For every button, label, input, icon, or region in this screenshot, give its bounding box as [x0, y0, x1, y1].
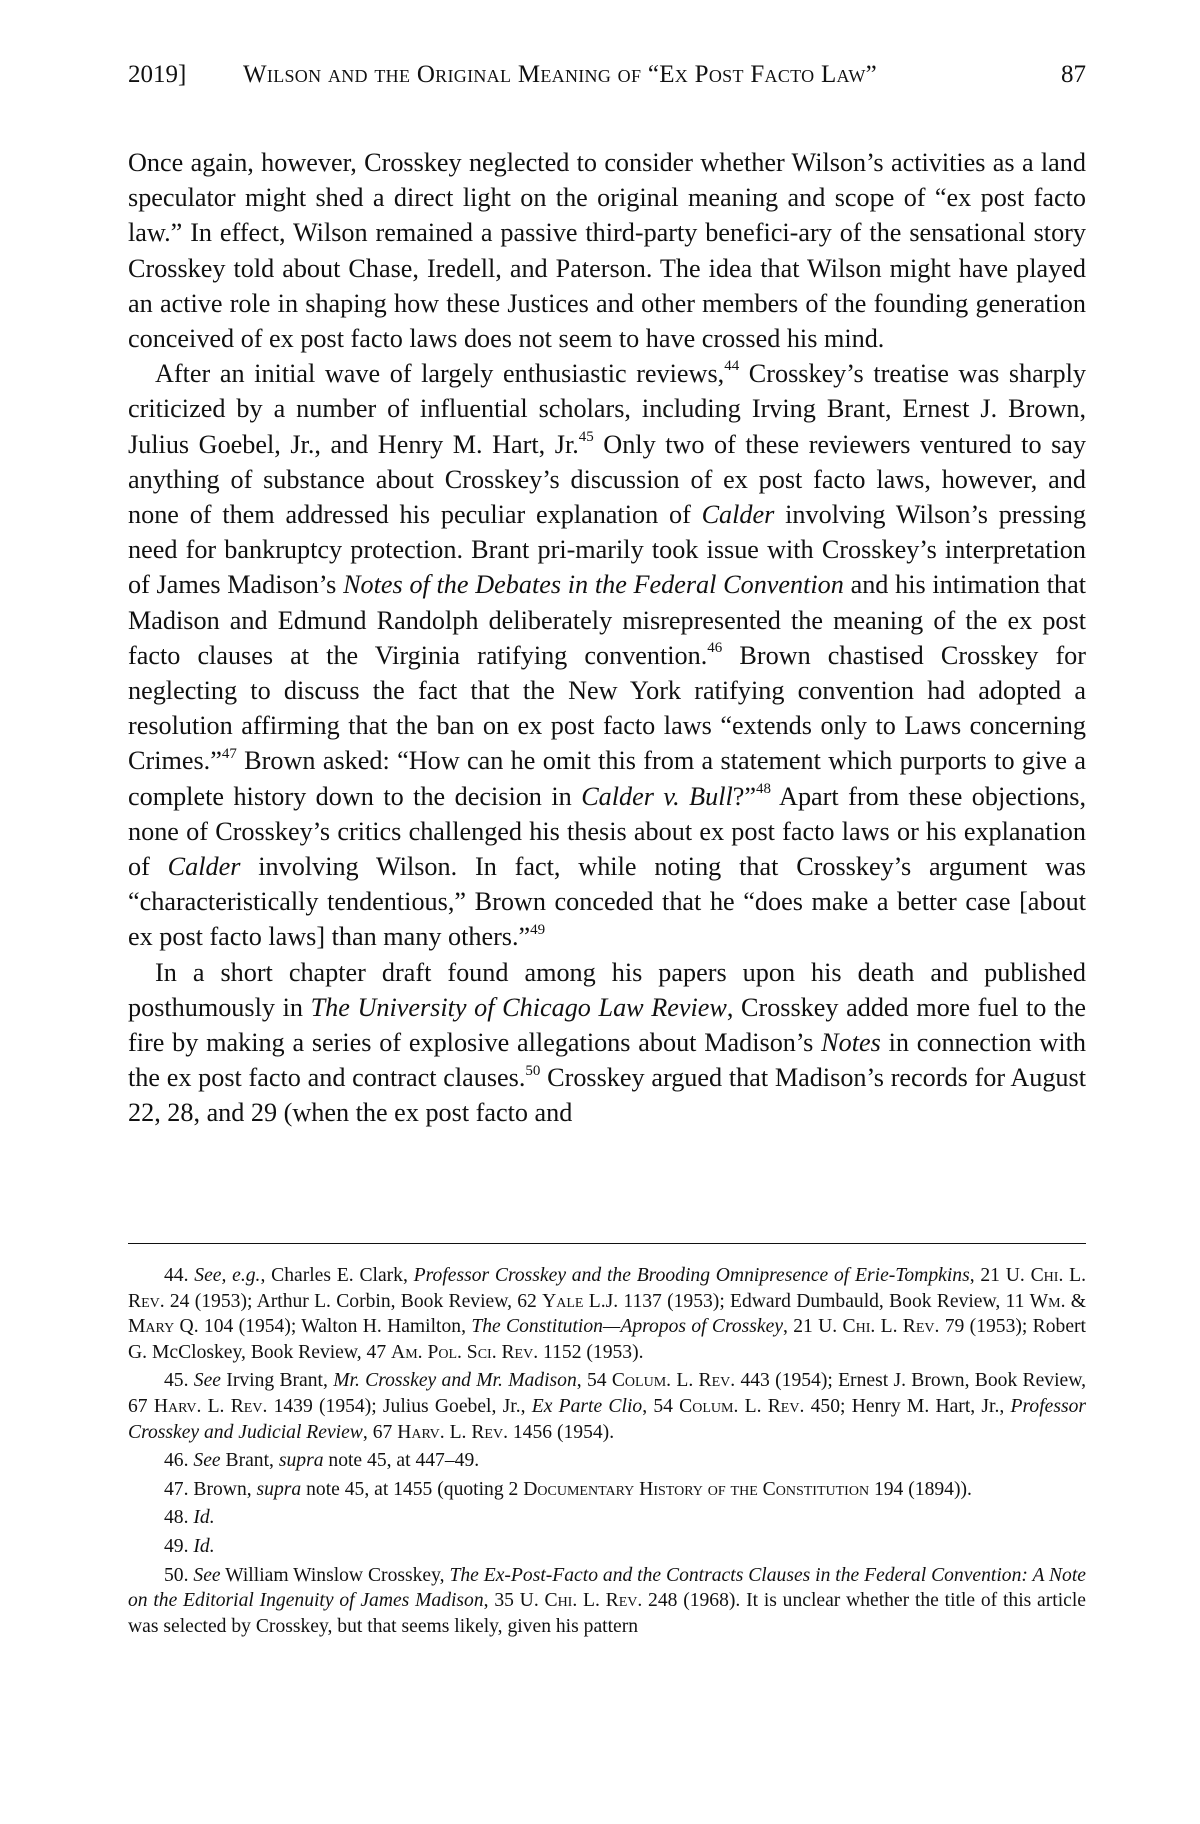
article-title: The Constitution—Apropos of Crosskey — [471, 1316, 784, 1338]
text-run: Brown, — [193, 1478, 257, 1500]
signal: Id. — [193, 1507, 215, 1529]
text-run: Irving Brant, — [221, 1370, 334, 1392]
text-run: . 1439 (1954); Julius Goebel, Jr., — [262, 1395, 532, 1417]
text-run: , 35 U. — [483, 1590, 545, 1612]
text-run: , Charles E. Clark, — [260, 1265, 414, 1286]
footnote-number: 47. — [164, 1478, 189, 1500]
footnote-46 — [128, 1448, 1086, 1474]
footnote-number: 44. — [164, 1265, 189, 1286]
footnote-divider — [128, 1243, 1086, 1244]
footnote-ref-45[interactable]: 45 — [578, 428, 594, 445]
text-run: L.J. 1137 (1953); Edward Dumbauld, Book Review, 11 — [583, 1290, 1030, 1312]
small-caps: Rev — [128, 1290, 160, 1312]
text-run: . 1456 (1954). — [503, 1421, 615, 1443]
text-run: , 21 U. — [969, 1265, 1031, 1286]
signal: supra — [256, 1478, 302, 1500]
small-caps: Colum — [679, 1395, 734, 1417]
footnote-number: 50. — [164, 1564, 189, 1586]
text-run: . L. — [572, 1590, 606, 1612]
text-run: involving Wilson’s pressing need for bankruptcy protection. Brant pri-marily took issue with Crosskey’s interpretation of James Madison’s — [128, 500, 1086, 600]
text-run: Apart from these objections, none of Crosskey’s critics challenged his thesis about ex post facto laws or his explanation of — [128, 781, 1086, 882]
text-run: and his intimation that Madison and Edmund Randolph deliberately misrepresented the meaning of the ex post facto clauses at the Virginia ratifying convention. — [128, 570, 1087, 670]
footnote-48 — [128, 1505, 1086, 1531]
footnote-number: 45. — [164, 1370, 189, 1392]
small-caps: Am. Pol. Sci. Rev — [391, 1341, 534, 1363]
body-text — [128, 145, 1086, 1131]
small-caps: Rev — [230, 1395, 263, 1417]
small-caps: Rev — [698, 1370, 731, 1392]
text-run: Only two of these reviewers ventured to say anything of substance about Crosskey’s discussion of ex post facto laws, however, and none of them addressed his peculiar explanation of — [128, 429, 1086, 530]
text-run: , 67 — [362, 1421, 398, 1443]
text-run: . L. — [439, 1421, 472, 1443]
text-run: in connection with the ex post facto and contract clauses. — [128, 1028, 1086, 1093]
case-name: Calder v. Bull — [581, 781, 733, 811]
text-run: ?” — [732, 781, 757, 811]
small-caps: Chi — [842, 1316, 871, 1338]
small-caps: Harv — [397, 1421, 440, 1443]
paragraph-1 — [128, 145, 1086, 356]
footnote-ref-49[interactable]: 49 — [530, 921, 546, 938]
running-head-title: Wilson and the Original Meaning of “Ex Post Facto Law” — [243, 61, 878, 88]
small-caps: Harv — [153, 1395, 197, 1417]
footnote-ref-47[interactable]: 47 — [221, 745, 237, 762]
footnote-number: 46. — [164, 1450, 189, 1472]
footnote-ref-50[interactable]: 50 — [525, 1062, 541, 1079]
signal: See — [193, 1450, 221, 1472]
signal: See — [193, 1564, 221, 1586]
text-run: Crosskey’s treatise was sharply criticized by a number of influential scholars, including Irving Brant, Ernest J. Brown, Julius Goebel, Jr., and Henry M. Hart, Jr. — [128, 359, 1086, 459]
text-run: Brant, — [220, 1450, 279, 1472]
journal-title: The University of Chicago Law Review — [310, 992, 727, 1022]
article-title: Ex Parte Clio — [531, 1395, 643, 1417]
text-run: In a short chapter draft found among his papers upon his death and published posthumously in — [128, 957, 1086, 1022]
small-caps: Colum — [611, 1370, 667, 1392]
signal: supra — [278, 1450, 324, 1472]
small-caps: Documentary History of the Constitution — [523, 1478, 870, 1500]
running-head — [128, 58, 1086, 92]
text-run: Crosskey argued that Madison’s records for August 22, 28, and 29 (when the ex post facto and — [128, 1063, 1086, 1128]
text-run: . 24 (1953); Arthur L. Corbin, Book Review, 62 — [159, 1290, 543, 1312]
text-run: involving Wilson. In fact, while noting that Crosskey’s argument was “characteristically tendentious,” Brown conceded that he “does make a better case [about ex post facto laws] than many others.” — [128, 852, 1086, 952]
article-title: The Ex-Post-Facto and the Contracts Clauses in the Federal Convention: A Note on the Editorial Ingenuity of James Madison — [128, 1564, 1086, 1612]
text-run: William Winslow Crosskey, — [220, 1564, 450, 1586]
case-name: Calder — [167, 852, 241, 882]
footnote-44 — [128, 1263, 1086, 1365]
text-run: . 79 (1953); Robert G. McCloskey, Book Review, 47 — [128, 1316, 1086, 1363]
footnote-number: 48. — [164, 1507, 189, 1529]
text-run: . 1152 (1953). — [533, 1341, 644, 1363]
small-caps: Chi — [1030, 1265, 1059, 1286]
text-run: . 248 (1968). It is unclear whether the title of this article was selected by Crosskey, but that seems likely, given his pattern — [128, 1590, 1086, 1637]
text-run: , 21 U. — [783, 1316, 843, 1338]
paragraph-3 — [128, 955, 1086, 1131]
text-run: . L. — [870, 1316, 903, 1338]
article-title: Professor Crosskey and the Brooding Omnipresence of Erie-Tompkins — [413, 1265, 970, 1286]
article-title: Professor Crosskey and Judicial Review — [128, 1395, 1087, 1443]
signal: See — [193, 1370, 221, 1392]
text-run: . L. — [733, 1395, 768, 1417]
text-run: , Crosskey added more fuel to the fire by making a series of explosive allegations about Madison’s — [128, 992, 1086, 1058]
paragraph-2 — [128, 356, 1086, 954]
article-title: Mr. Crosskey and Mr. Madison — [333, 1370, 577, 1392]
small-caps: Rev — [767, 1395, 800, 1417]
text-run: After an initial wave of largely enthusiastic reviews, — [155, 359, 725, 389]
signal: See, e.g. — [194, 1265, 261, 1286]
text-run: note 45, at 447–49. — [323, 1450, 480, 1472]
text-run: . 443 (1954); Ernest J. Brown, Book Review, 67 — [128, 1370, 1087, 1417]
small-caps: Rev — [902, 1316, 935, 1338]
text-run: 194 (1894)). — [869, 1478, 972, 1500]
footnote-47 — [128, 1477, 1086, 1503]
text-run: . L. — [196, 1395, 231, 1417]
text-run: . L. — [666, 1370, 699, 1392]
small-caps: Chi — [544, 1590, 573, 1612]
text-run: Q. 104 (1954); Walton H. Hamilton, — [174, 1316, 472, 1338]
text-run: Brown asked: “How can he omit this from a statement which purports to give a complete history down to the decision in — [128, 746, 1086, 811]
footnotes — [128, 1263, 1086, 1642]
small-caps: Rev — [471, 1421, 504, 1443]
footnote-50 — [128, 1563, 1086, 1640]
text-run: , 54 — [576, 1370, 612, 1392]
text-run: , 54 — [642, 1395, 680, 1417]
text-run: . 450; Henry M. Hart, Jr., — [799, 1395, 1011, 1417]
page-number: 87 — [1061, 61, 1086, 88]
small-caps: Yale — [542, 1290, 584, 1312]
book-title: Notes — [821, 1028, 881, 1058]
book-title: Notes of the Debates in the Federal Convention — [343, 570, 844, 600]
footnote-ref-48[interactable]: 48 — [756, 780, 772, 797]
running-head-year: 2019] — [128, 61, 187, 88]
footnote-ref-44[interactable]: 44 — [724, 358, 740, 375]
text-run: Brown chastised Crosskey for neglecting to discuss the fact that the New York ratifying convention had adopted a resolution affirming that the ban on ex post facto laws “extends only to Laws concerning Crimes.” — [128, 640, 1086, 776]
case-name: Calder — [701, 500, 775, 530]
paragraph-text: Once again, however, Crosskey neglected to consider whether Wilson’s activities as a land speculator might shed a direct light on the original meaning and scope of “ex post facto law.” In effect, Wilson remained a passive third-party benefici-ary of the sensational story Crosskey told about Chase, Iredell, and Paterson. The idea that Wilson might have played an active role in shaping how these Justices and other members of the founding generation conceived of ex post facto laws does not seem to have crossed his mind. — [128, 148, 1086, 354]
text-run: . L. — [1058, 1265, 1087, 1286]
footnote-number: 49. — [164, 1535, 189, 1557]
small-caps: Rev — [605, 1590, 638, 1612]
footnote-ref-46[interactable]: 46 — [707, 640, 723, 657]
footnote-49 — [128, 1534, 1086, 1560]
footnote-45 — [128, 1368, 1086, 1445]
text-run: note 45, at 1455 (quoting 2 — [301, 1478, 524, 1500]
small-caps: Wm. & Mary — [128, 1290, 1086, 1338]
signal: Id. — [193, 1535, 215, 1557]
